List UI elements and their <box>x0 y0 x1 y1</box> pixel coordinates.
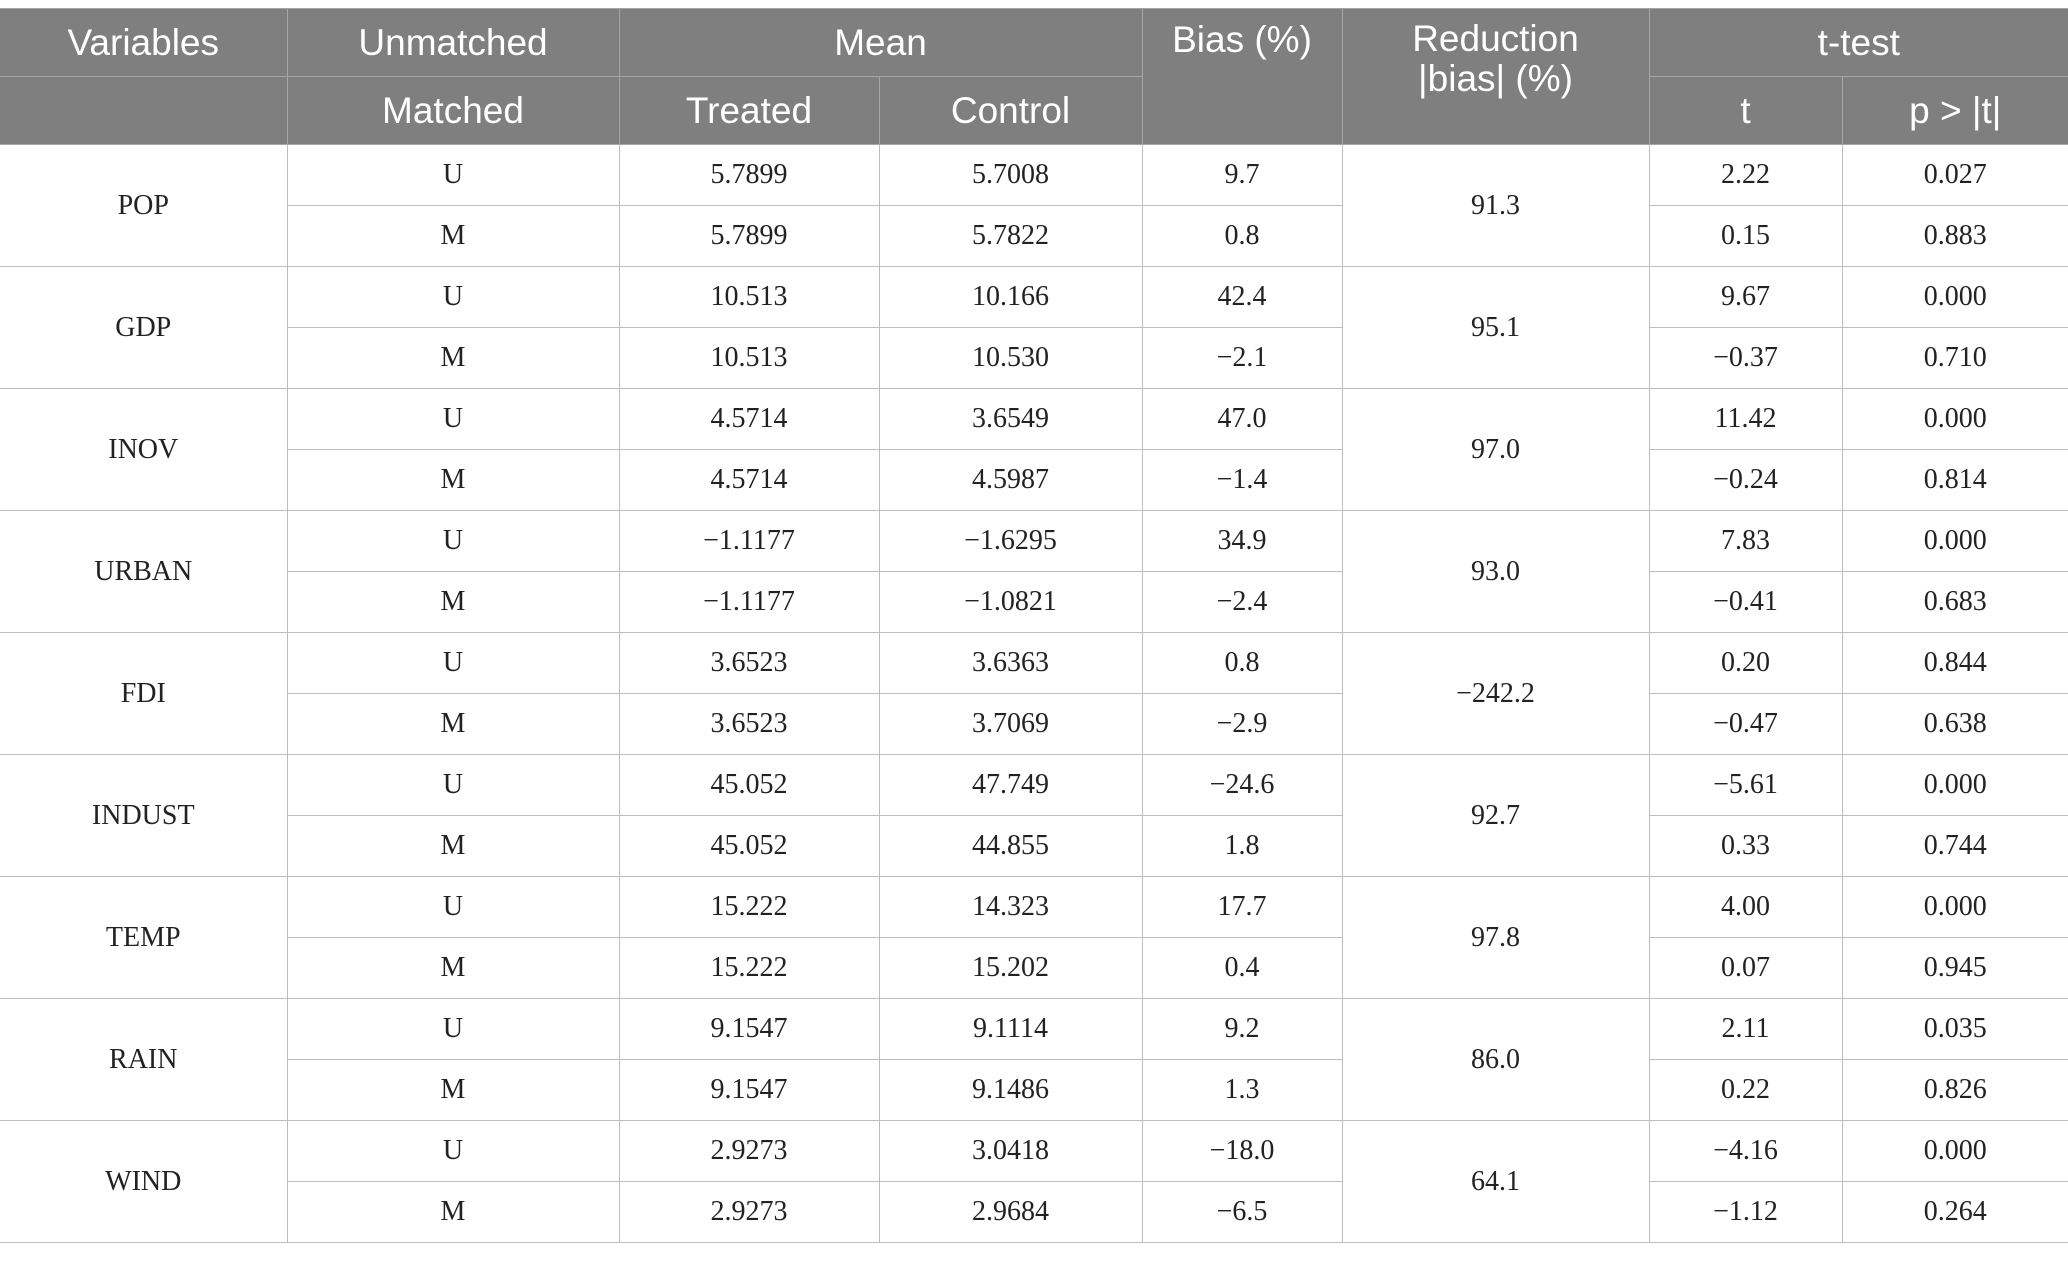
bias-value: −2.4 <box>1142 572 1342 633</box>
reduction-value: 93.0 <box>1342 511 1649 633</box>
control-mean: 5.7822 <box>879 206 1142 267</box>
p-value: 0.000 <box>1842 755 2068 816</box>
treated-mean: 45.052 <box>619 816 879 877</box>
control-mean: 3.6363 <box>879 633 1142 694</box>
sample-label: M <box>287 572 619 633</box>
bias-value: −1.4 <box>1142 450 1342 511</box>
sample-label: U <box>287 877 619 938</box>
t-value: 4.00 <box>1649 877 1842 938</box>
table-row <box>0 999 2068 1060</box>
reduction-value: 92.7 <box>1342 755 1649 877</box>
control-mean: 15.202 <box>879 938 1142 999</box>
t-value: −0.47 <box>1649 694 1842 755</box>
control-mean: 44.855 <box>879 816 1142 877</box>
t-value: 2.11 <box>1649 999 1842 1060</box>
treated-mean: 2.9273 <box>619 1182 879 1243</box>
control-mean: 2.9684 <box>879 1182 1142 1243</box>
table-row <box>0 206 2068 267</box>
treated-mean: 10.513 <box>619 328 879 389</box>
sample-label: M <box>287 328 619 389</box>
sample-label: U <box>287 145 619 206</box>
p-value: 0.638 <box>1842 694 2068 755</box>
p-value: 0.826 <box>1842 1060 2068 1121</box>
bias-value: 9.7 <box>1142 145 1342 206</box>
treated-mean: 5.7899 <box>619 145 879 206</box>
p-value: 0.264 <box>1842 1182 2068 1243</box>
p-value: 0.710 <box>1842 328 2068 389</box>
table-row <box>0 145 2068 206</box>
header-unmatched: Unmatched <box>287 9 619 77</box>
bias-value: 47.0 <box>1142 389 1342 450</box>
t-value: −0.37 <box>1649 328 1842 389</box>
variable-name: URBAN <box>0 511 287 633</box>
t-value: 0.22 <box>1649 1060 1842 1121</box>
p-value: 0.035 <box>1842 999 2068 1060</box>
control-mean: 3.0418 <box>879 1121 1142 1182</box>
header-control: Control <box>879 77 1142 145</box>
header-variables-blank <box>0 77 287 145</box>
table-row <box>0 633 2068 694</box>
variable-name: INDUST <box>0 755 287 877</box>
p-value: 0.683 <box>1842 572 2068 633</box>
variable-name: GDP <box>0 267 287 389</box>
bias-value: 42.4 <box>1142 267 1342 328</box>
treated-mean: 45.052 <box>619 755 879 816</box>
header-reduction-line2: |bias| (%) <box>1418 58 1573 99</box>
p-value: 0.814 <box>1842 450 2068 511</box>
variable-name: INOV <box>0 389 287 511</box>
treated-mean: 15.222 <box>619 938 879 999</box>
table-row <box>0 511 2068 572</box>
control-mean: −1.6295 <box>879 511 1142 572</box>
variable-name: FDI <box>0 633 287 755</box>
p-value: 0.883 <box>1842 206 2068 267</box>
treated-mean: 4.5714 <box>619 389 879 450</box>
t-value: 0.15 <box>1649 206 1842 267</box>
t-value: −5.61 <box>1649 755 1842 816</box>
reduction-value: 91.3 <box>1342 145 1649 267</box>
reduction-value: 86.0 <box>1342 999 1649 1121</box>
control-mean: 3.7069 <box>879 694 1142 755</box>
table-row <box>0 938 2068 999</box>
header-p: p > |t| <box>1842 77 2068 145</box>
control-mean: 3.6549 <box>879 389 1142 450</box>
treated-mean: 3.6523 <box>619 633 879 694</box>
treated-mean: −1.1177 <box>619 511 879 572</box>
p-value: 0.744 <box>1842 816 2068 877</box>
t-value: 9.67 <box>1649 267 1842 328</box>
treated-mean: 10.513 <box>619 267 879 328</box>
bias-value: −18.0 <box>1142 1121 1342 1182</box>
table-body <box>0 145 2068 1243</box>
header-bias: Bias (%) <box>1142 9 1342 145</box>
t-value: 0.33 <box>1649 816 1842 877</box>
table-row <box>0 267 2068 328</box>
bias-value: −6.5 <box>1142 1182 1342 1243</box>
table-row <box>0 389 2068 450</box>
t-value: 7.83 <box>1649 511 1842 572</box>
t-value: 2.22 <box>1649 145 1842 206</box>
treated-mean: 5.7899 <box>619 206 879 267</box>
bias-value: 1.3 <box>1142 1060 1342 1121</box>
bias-value: 0.8 <box>1142 206 1342 267</box>
control-mean: 9.1114 <box>879 999 1142 1060</box>
sample-label: M <box>287 1060 619 1121</box>
control-mean: 10.530 <box>879 328 1142 389</box>
table-row <box>0 1060 2068 1121</box>
table-row <box>0 328 2068 389</box>
bias-value: −2.9 <box>1142 694 1342 755</box>
header-variables: Variables <box>0 9 287 77</box>
bias-value: −24.6 <box>1142 755 1342 816</box>
sample-label: U <box>287 511 619 572</box>
sample-label: M <box>287 206 619 267</box>
table-row <box>0 694 2068 755</box>
t-value: −0.24 <box>1649 450 1842 511</box>
t-value: −0.41 <box>1649 572 1842 633</box>
bias-value: 1.8 <box>1142 816 1342 877</box>
table-row <box>0 755 2068 816</box>
table-row <box>0 877 2068 938</box>
p-value: 0.000 <box>1842 511 2068 572</box>
table-row <box>0 816 2068 877</box>
header-treated: Treated <box>619 77 879 145</box>
table-row <box>0 1121 2068 1182</box>
control-mean: −1.0821 <box>879 572 1142 633</box>
treated-mean: 15.222 <box>619 877 879 938</box>
bias-value: −2.1 <box>1142 328 1342 389</box>
control-mean: 5.7008 <box>879 145 1142 206</box>
bias-value: 9.2 <box>1142 999 1342 1060</box>
control-mean: 47.749 <box>879 755 1142 816</box>
p-value: 0.000 <box>1842 877 2068 938</box>
treated-mean: 9.1547 <box>619 1060 879 1121</box>
reduction-value: 64.1 <box>1342 1121 1649 1243</box>
header-t: t <box>1649 77 1842 145</box>
bias-value: 0.8 <box>1142 633 1342 694</box>
control-mean: 4.5987 <box>879 450 1142 511</box>
table-row <box>0 1182 2068 1243</box>
t-value: −4.16 <box>1649 1121 1842 1182</box>
p-value: 0.844 <box>1842 633 2068 694</box>
table-header <box>0 9 2068 145</box>
reduction-value: 97.0 <box>1342 389 1649 511</box>
balance-test-table <box>0 8 2068 1243</box>
reduction-value: −242.2 <box>1342 633 1649 755</box>
bias-value: 34.9 <box>1142 511 1342 572</box>
sample-label: M <box>287 694 619 755</box>
control-mean: 14.323 <box>879 877 1142 938</box>
sample-label: U <box>287 633 619 694</box>
sample-label: M <box>287 450 619 511</box>
header-reduction <box>1342 9 1649 145</box>
sample-label: U <box>287 389 619 450</box>
reduction-value: 97.8 <box>1342 877 1649 999</box>
p-value: 0.027 <box>1842 145 2068 206</box>
p-value: 0.945 <box>1842 938 2068 999</box>
header-reduction-line1: Reduction <box>1412 18 1579 59</box>
treated-mean: 2.9273 <box>619 1121 879 1182</box>
p-value: 0.000 <box>1842 389 2068 450</box>
bias-value: 0.4 <box>1142 938 1342 999</box>
header-mean: Mean <box>619 9 1142 77</box>
table-row <box>0 450 2068 511</box>
bias-value: 17.7 <box>1142 877 1342 938</box>
table-row <box>0 572 2068 633</box>
sample-label: U <box>287 267 619 328</box>
sample-label: U <box>287 999 619 1060</box>
treated-mean: 9.1547 <box>619 999 879 1060</box>
sample-label: M <box>287 938 619 999</box>
variable-name: TEMP <box>0 877 287 999</box>
variable-name: RAIN <box>0 999 287 1121</box>
t-value: −1.12 <box>1649 1182 1842 1243</box>
p-value: 0.000 <box>1842 1121 2068 1182</box>
sample-label: U <box>287 1121 619 1182</box>
variable-name: WIND <box>0 1121 287 1243</box>
t-value: 0.20 <box>1649 633 1842 694</box>
variable-name: POP <box>0 145 287 267</box>
header-matched: Matched <box>287 77 619 145</box>
control-mean: 9.1486 <box>879 1060 1142 1121</box>
t-value: 0.07 <box>1649 938 1842 999</box>
sample-label: M <box>287 1182 619 1243</box>
p-value: 0.000 <box>1842 267 2068 328</box>
control-mean: 10.166 <box>879 267 1142 328</box>
reduction-value: 95.1 <box>1342 267 1649 389</box>
sample-label: U <box>287 755 619 816</box>
treated-mean: 4.5714 <box>619 450 879 511</box>
treated-mean: −1.1177 <box>619 572 879 633</box>
header-ttest: t-test <box>1649 9 2068 77</box>
treated-mean: 3.6523 <box>619 694 879 755</box>
t-value: 11.42 <box>1649 389 1842 450</box>
sample-label: M <box>287 816 619 877</box>
